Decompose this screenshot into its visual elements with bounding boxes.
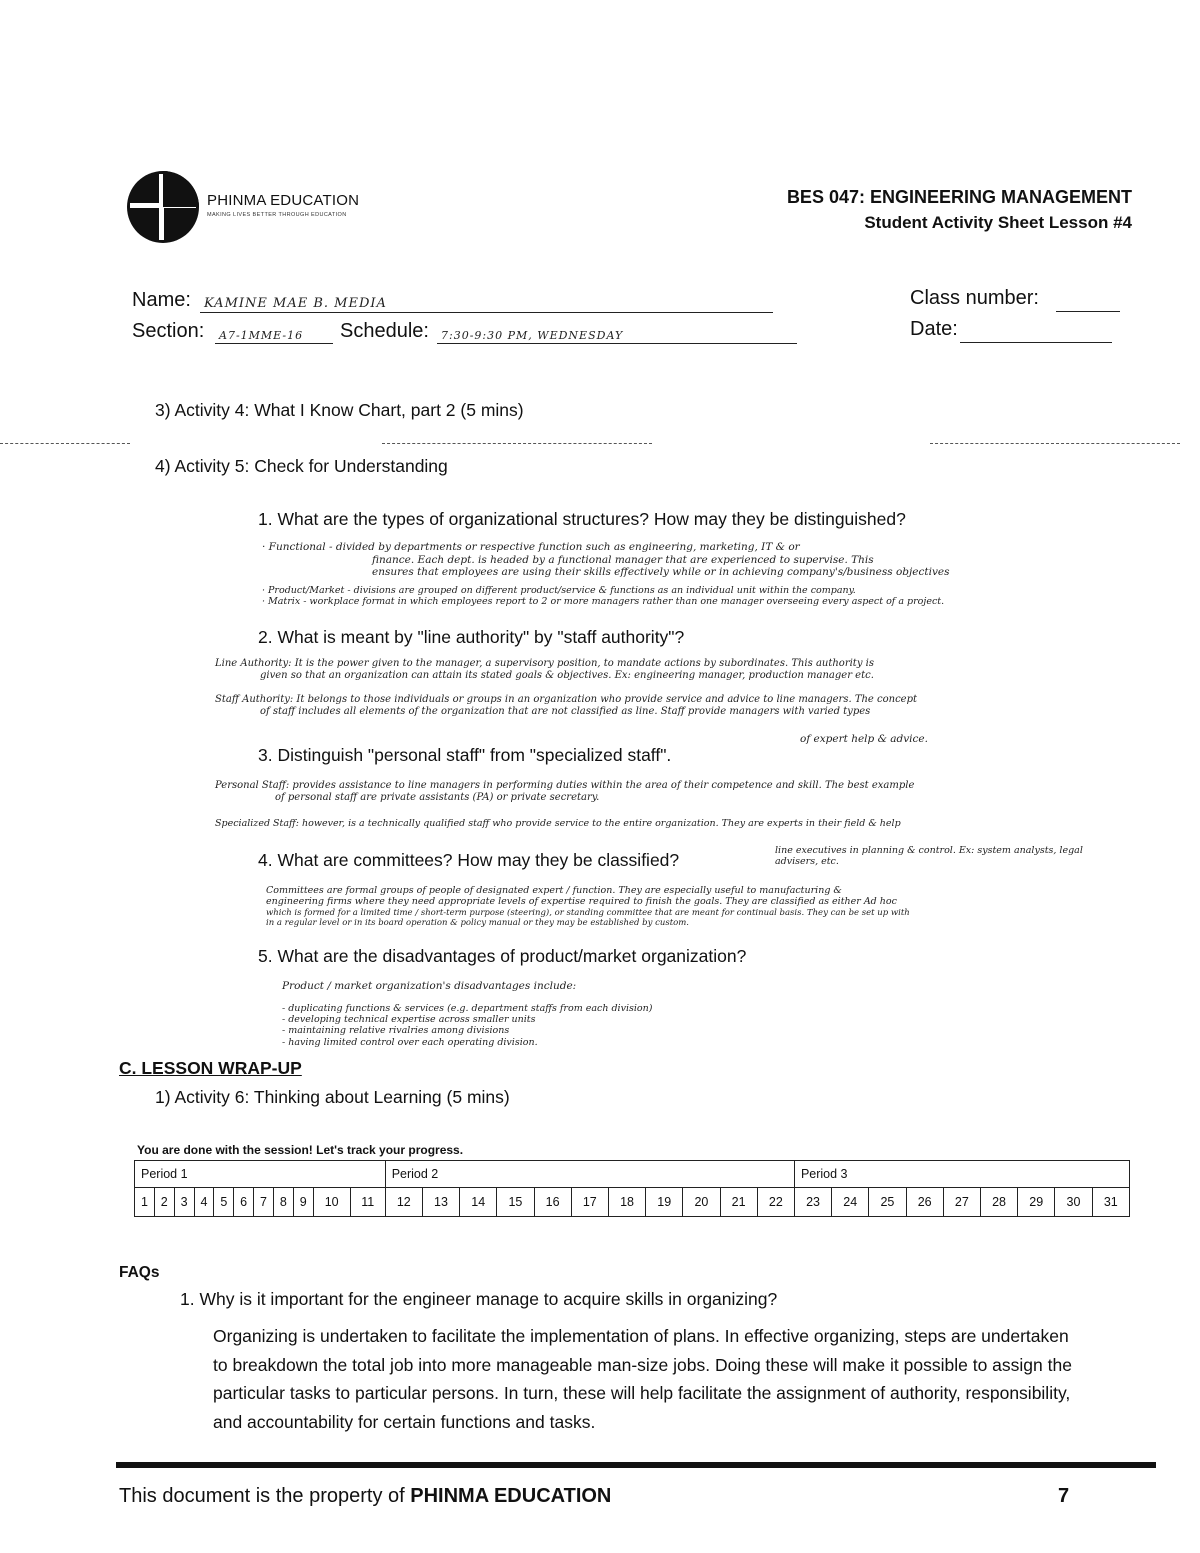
day-cell: 13 — [422, 1188, 459, 1217]
date-field[interactable] — [960, 320, 1112, 343]
day-cell: 27 — [943, 1188, 980, 1217]
day-cell: 18 — [608, 1188, 645, 1217]
footer-label: This document is the property of — [119, 1485, 405, 1507]
schedule-value: 7:30-9:30 PM, WEDNESDAY — [441, 329, 624, 342]
period-row — [135, 1161, 1130, 1188]
footer-text — [119, 1485, 611, 1508]
answer-line: of personal staff are private assistants (PA) or private secretary. — [275, 792, 600, 803]
day-cell: 6 — [234, 1188, 254, 1217]
day-cell: 22 — [757, 1188, 794, 1217]
section-value: A7-1MME-16 — [219, 329, 304, 342]
question-5: 5. What are the disadvantages of product/market organization? — [258, 946, 747, 966]
answer-1 — [262, 541, 1142, 608]
answer-line: given so that an organization can attain its stated goals & objectives. Ex: engineering manager, production manager etc. — [260, 670, 874, 681]
day-cell: 29 — [1018, 1188, 1055, 1217]
day-row — [135, 1188, 1130, 1217]
answer-line: Personal Staff: provides assistance to line managers in performing duties within the area of their competence and skill. The best example — [215, 780, 915, 791]
faq-answer: Organizing is undertaken to facilitate the implementation of plans. In effective organizing, steps are undertaken to breakdown the total job into more manageable man-size jobs. Doing these will make it possible to assign the particular tasks to particular persons. In turn, these will help facilitate the assignment of authority, responsibility, and accountability for certain functions and tasks. — [213, 1326, 1072, 1432]
question-3: 3. Distinguish "personal staff" from "specialized staff". — [258, 745, 672, 765]
question-1: 1. What are the types of organizational structures? How may they be distinguished? — [258, 509, 906, 529]
footer-rule — [116, 1462, 1156, 1468]
day-cell: 4 — [194, 1188, 214, 1217]
day-cell: 16 — [534, 1188, 571, 1217]
day-cell: 10 — [313, 1188, 350, 1217]
activity-5: 4) Activity 5: Check for Understanding — [155, 456, 448, 476]
date-label: Date: — [910, 318, 958, 340]
answer-line: · Product/Market - divisions are grouped on different product/service & functions as an individual unit within the company. — [262, 584, 856, 596]
name-field[interactable] — [200, 290, 773, 313]
answer-4 — [266, 885, 1136, 928]
answer-line: ensures that employees are using their skills effectively while or in achieving company's/business objectives — [372, 566, 950, 579]
divider — [930, 443, 1180, 444]
day-cell: 2 — [154, 1188, 174, 1217]
answer-3-note: line executives in planning & control. Ex: system analysts, legal advisers, etc. — [775, 845, 1083, 868]
schedule-field[interactable] — [437, 321, 797, 344]
period-3: Period 3 — [794, 1161, 1129, 1188]
name-label: Name: — [132, 289, 191, 311]
answer-line: - maintaining relative rivalries among divisions — [282, 1025, 510, 1037]
day-cell: 21 — [720, 1188, 757, 1217]
phinma-logo-icon — [126, 170, 200, 244]
day-cell: 14 — [460, 1188, 497, 1217]
period-2: Period 2 — [385, 1161, 794, 1188]
answer-line: Specialized Staff: however, is a technically qualified staff who provide service to the entire organization. They are experts in their field & help — [215, 818, 901, 829]
section-field[interactable] — [215, 321, 333, 344]
day-cell: 15 — [497, 1188, 534, 1217]
faq-question: 1. Why is it important for the engineer manage to acquire skills in organizing? — [180, 1289, 778, 1309]
answer-line: · Functional - divided by departments or respective function such as engineering, marketing, IT & or — [262, 541, 800, 553]
day-cell: 23 — [794, 1188, 831, 1217]
activity-6: 1) Activity 6: Thinking about Learning (5 mins) — [155, 1087, 510, 1107]
class-number-field[interactable] — [1056, 289, 1120, 312]
day-cell: 9 — [293, 1188, 313, 1217]
answer-line: Committees are formal groups of people of designated expert / function. They are especially useful to manufacturing & — [266, 885, 842, 896]
answer-line: finance. Each dept. is headed by a functional manager that are experienced to supervise. This — [372, 553, 874, 566]
answer-3 — [215, 780, 1115, 829]
day-cell: 20 — [683, 1188, 720, 1217]
answer-line: engineering firms where they need appropriate levels of expertise required to finish the goals. They are classified as either Ad hoc — [266, 896, 897, 908]
brand-name: PHINMA EDUCATION — [207, 192, 360, 209]
answer-line: - duplicating functions & services (e.g. department staffs from each division) — [282, 1002, 653, 1014]
day-cell: 12 — [385, 1188, 422, 1217]
answer-line: Line Authority: It is the power given to the manager, a supervisory position, to mandate actions by subordinates. This authority is — [215, 658, 874, 669]
day-cell: 5 — [214, 1188, 234, 1217]
day-cell: 24 — [832, 1188, 869, 1217]
faq-heading: FAQs — [119, 1264, 160, 1281]
answer-line: Staff Authority: It belongs to those individuals or groups in an organization who provide service and advice to line managers. The concept — [215, 694, 918, 705]
answer-line: · Matrix - workplace format in which employees report to 2 or more managers rather than one manager overseeing every aspect of a project. — [262, 596, 945, 608]
answer-line: - having limited control over each operating division. — [282, 1036, 538, 1048]
day-cell: 8 — [273, 1188, 293, 1217]
class-number-label: Class number: — [910, 287, 1039, 309]
answer-line: which is formed for a limited time / short-term purpose (steering), or standing committee that are meant for continual basis. They can be set up with — [266, 907, 910, 918]
day-cell: 26 — [906, 1188, 943, 1217]
divider — [382, 443, 652, 444]
page-number: 7 — [1058, 1485, 1070, 1507]
answer-2 — [215, 658, 1115, 718]
day-cell: 30 — [1055, 1188, 1092, 1217]
day-cell: 3 — [174, 1188, 194, 1217]
tracker-caption: You are done with the session! Let's track your progress. — [137, 1143, 464, 1157]
answer-2-note: of expert help & advice. — [800, 733, 928, 745]
answer-line: Product / market organization's disadvantages include: — [282, 980, 577, 992]
day-cell: 31 — [1092, 1188, 1129, 1217]
day-cell: 11 — [350, 1188, 385, 1217]
day-cell: 17 — [571, 1188, 608, 1217]
answer-5 — [282, 980, 882, 1048]
question-2: 2. What is meant by "line authority" by "staff authority"? — [258, 627, 685, 647]
divider — [0, 443, 130, 444]
answer-line: in a regular level or in its board operation & policy manual or they may be established by custom. — [266, 917, 689, 928]
day-cell: 25 — [869, 1188, 906, 1217]
sheet-title: Student Activity Sheet Lesson #4 — [864, 213, 1132, 232]
course-title: BES 047: ENGINEERING MANAGEMENT — [786, 187, 1132, 207]
question-4: 4. What are committees? How may they be classified? — [258, 850, 680, 870]
period-1: Period 1 — [135, 1161, 386, 1188]
progress-tracker — [134, 1160, 1130, 1217]
section-label: Section: — [132, 320, 205, 342]
answer-line: - developing technical expertise across smaller units — [282, 1013, 536, 1025]
day-cell: 19 — [646, 1188, 683, 1217]
day-cell: 28 — [980, 1188, 1017, 1217]
course-heading — [787, 187, 1132, 233]
answer-line: of staff includes all elements of the organization that are not classified as line. Staff provide managers with varied types — [260, 706, 871, 717]
day-cell: 1 — [135, 1188, 155, 1217]
brand-tagline: MAKING LIVES BETTER THROUGH EDUCATION — [207, 212, 347, 218]
name-value: KAMINE MAE B. MEDIA — [204, 296, 387, 311]
footer-brand: PHINMA EDUCATION — [410, 1485, 612, 1507]
day-cell: 7 — [254, 1188, 274, 1217]
brand — [207, 192, 359, 218]
schedule-label: Schedule: — [340, 320, 429, 342]
activity-4: 3) Activity 4: What I Know Chart, part 2 (5 mins) — [155, 400, 524, 420]
section-heading: C. LESSON WRAP-UP — [119, 1058, 302, 1078]
